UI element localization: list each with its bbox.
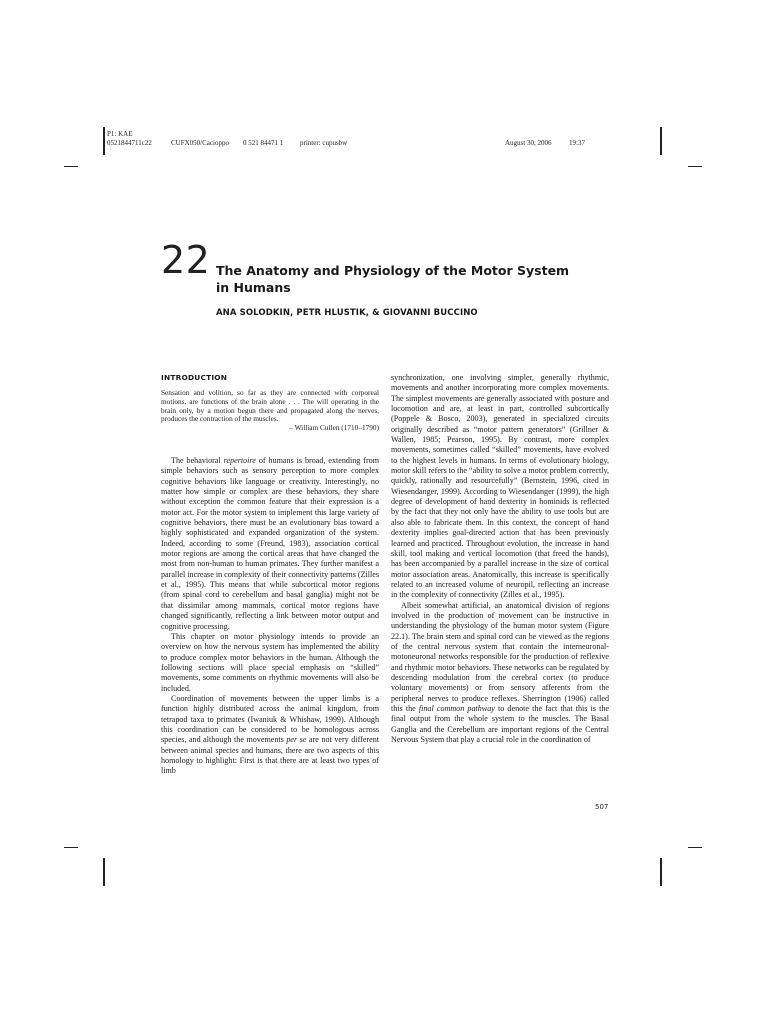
- crop-mark-bottom-left-h: [64, 847, 78, 848]
- paragraph: Albeit somewhat artificial, an anatomical division of regions involved in the production of movement can be instructive in understanding the physiology of the human motor system (Figure 22.1). The brain stem and spinal cord can be viewed as the regions of the central nervous system that contain the interneuronal-motoneuronal networks responsible for the production of reflexive and rhythmic motor behaviors. These networks can be regulated by descending modulation from the cerebral cortex (to produce voluntary movements) or from sensory afferents from the peripheral nerves to produce reflexes. Sherrington (1906) called this the final common pathway to denote the fact that this is the final output from the whole system to the muscles. The Basal Ganglia and the Cerebellum are important regions of the Central Nervous System that play a crucial role in the coordination of: [391, 600, 609, 745]
- chapter-authors: ANA SOLODKIN, PETR HLUSTIK, & GIOVANNI BUCCINO: [216, 308, 478, 318]
- right-column: [391, 373, 609, 745]
- paragraph: Coordination of movements between the upper limbs is a function highly distributed across the animal kingdom, from tetrapod taxa to primates (Iwaniuk & Whishaw, 1999). Although this coordination can be considered to be homologous across species, and although the movements per se are not very different between animal species and humans, there are two aspects of this homology to highlight: First is that there are at least two types of limb: [161, 693, 379, 776]
- page-number: 507: [595, 803, 609, 811]
- slug-date: August 30, 2006: [505, 139, 552, 147]
- section-heading: INTRODUCTION: [161, 373, 228, 382]
- epigraph-attribution: – William Cullen (1710–1790): [289, 423, 379, 433]
- left-column: [161, 456, 379, 777]
- paragraph: synchronization, one involving simpler, generally rhythmic, movements and another incorporating more complex movements. The simplest movements are generally associated with posture and locomotion and are, at least in part, controlled subcortically (Poppele & Bosco, 2003), generated in specialized circuits originally described as “motor pattern generators” (Grillner & Wallen, 1985; Pearson, 1995). By contrast, more complex movements, sometimes called “skilled” movements, have evolved to the highest levels in humans. In terms of evolutionary biology, motor skill refers to the “ability to solve a motor problem correctly, quickly, rationally and resourcefully” (Bernstein, 1996, cited in Wiesendanger, 1999). According to Wiesendanger (1999), the high degree of development of hand dexterity in hominids is reflected by the fact that they not only have the ability to use tools but are also able to fabricate them. In this context, the concept of hand dexterity implies goal-directed action that has been previously learned and practiced. Throughout evolution, the increase in hand skill, tool making and vertical locomotion (that freed the hands), has been accompanied by a parallel increase in the size of cortical motor association areas. Anatomically, this increase is specifically related to an increased volume of neuropil, reflecting an increase in the complexity of connectivity (Zilles et al., 1995).: [391, 373, 609, 600]
- chapter-number: 22: [161, 238, 211, 282]
- slug-series: CUFX050/Cacioppo: [171, 139, 229, 147]
- slug-time: 19:37: [569, 139, 585, 147]
- chapter-title-line1: The Anatomy and Physiology of the Motor System: [216, 263, 570, 278]
- epigraph-text: Sensation and volition, so far as they are connected with corporeal motions, are functions of the brain alone . . . The will operating in the brain only, by a motion begun there and propagated along the nerves, produces the contraction of the muscles.: [161, 388, 379, 424]
- slug-printer: printer: cupusbw: [300, 139, 348, 147]
- paragraph: This chapter on motor physiology intends to provide an overview on how the nervous system has implemented the ability to produce complex motor behaviors in the human. Although the following sections will place special emphasis on “skilled” movements, some comments on rhythmic movements will also be included.: [161, 631, 379, 693]
- slug-file: 0521844711c22: [107, 139, 152, 147]
- crop-mark-top-left-v: [103, 127, 105, 155]
- crop-mark-top-right-h: [688, 166, 702, 167]
- slug-line1: P1: KAE: [107, 130, 133, 138]
- crop-mark-top-left-h: [64, 166, 78, 167]
- chapter-title: [216, 262, 576, 296]
- crop-mark-top-right-v: [660, 127, 662, 155]
- crop-mark-bottom-right-v: [660, 858, 662, 886]
- chapter-title-line2: in Humans: [216, 280, 291, 295]
- crop-mark-bottom-left-v: [103, 858, 105, 886]
- paragraph: The behavioral repertoire of humans is broad, extending from simple behaviors such as sensory perception to more complex cognitive behaviors like language or creativity. Interestingly, no matter how simple or complex are these behaviors, they share without exception the common feature that their expression is a motor act. For the motor system to implement this large variety of cognitive behaviors, there must be an evolutionary bias toward a highly sophisticated and expanded organization of the system. Indeed, according to some (Freund, 1983), association cortical motor regions are among the cortical areas that have changed the most from non-human to human primates. They further manifest a parallel increase in complexity of their connectivity patterns (Zilles et al., 1995). This means that while subcortical motor regions (from spinal cord to cerebellum and basal ganglia) might not be that dissimilar among mammals, cortical motor regions have changed significantly, reflecting a link between motor output and cognitive processing.: [161, 456, 380, 631]
- crop-mark-bottom-right-h: [688, 847, 702, 848]
- epigraph: [161, 389, 379, 433]
- slug-isbn: 0 521 84471 1: [243, 139, 284, 147]
